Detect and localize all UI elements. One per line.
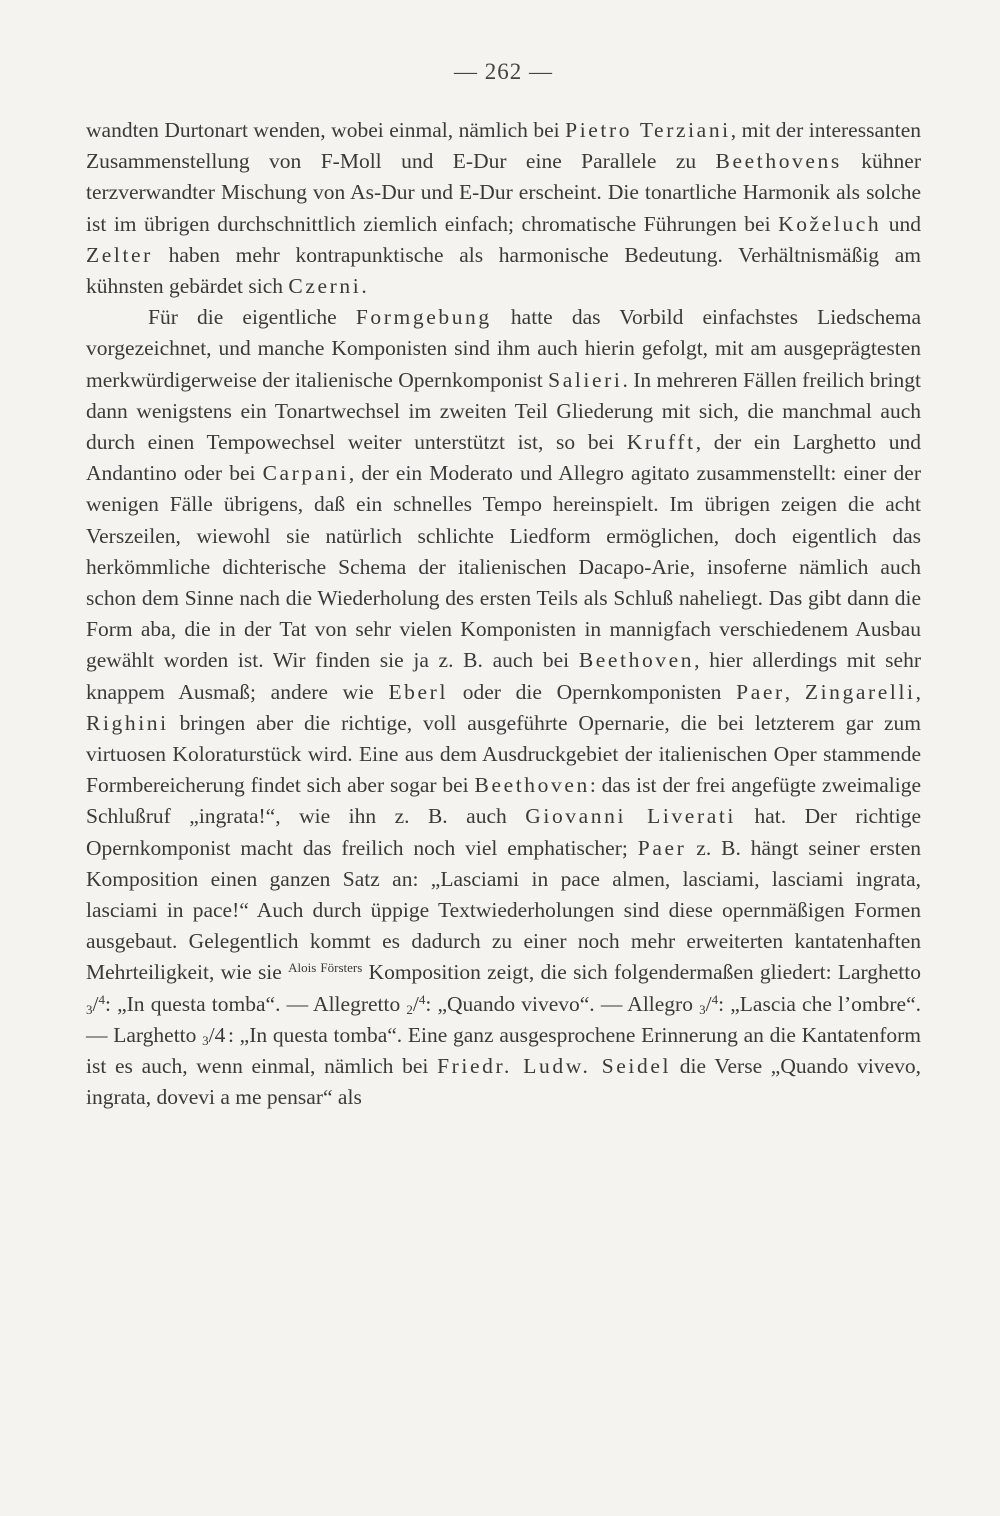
text-run: : „In questa tomba“. Eine ganz ausgesprochene Erinnerung an die Kantatenform ist es auch, wenn einmal, nämlich bei — [86, 1022, 921, 1079]
text-run: , mit der interessanten Zusammenstellung von F-Moll und E-Dur eine Parallele zu — [86, 118, 921, 174]
text-run: . In mehreren Fällen freilich bringt dann wenigstens ein Tonartwechsel im zweiten Teil Gliederung mit sich, die manchmal auch durch einen Tempowechsel weiter unterstützt ist, so bei — [86, 367, 921, 455]
spaced-name: Zingarelli — [804, 679, 916, 704]
spaced-name: Salieri — [548, 367, 623, 392]
spaced-name: Koželuch — [778, 211, 882, 236]
spaced-name: Beethoven — [578, 648, 695, 673]
fraction-slash: : „In questa tomba“. — Allegretto — [104, 991, 407, 1016]
body-text — [86, 115, 921, 1114]
fraction-numerator: Alois Försters — [288, 960, 363, 976]
text-run: / — [705, 991, 712, 1016]
spaced-name: Beethovens — [715, 149, 842, 174]
spaced-name: Paer — [736, 679, 785, 704]
spaced-name: Beethoven — [474, 773, 590, 798]
fraction-denominator: 3 — [202, 1032, 209, 1048]
spaced-name: 4 — [214, 1022, 228, 1047]
spaced-name: Carpani — [262, 461, 349, 486]
spaced-name: Paer — [637, 835, 687, 860]
spaced-term: Formgebung — [355, 305, 492, 330]
fraction-slash: : „Lascia che l’ombre“. — Larghetto — [86, 991, 921, 1047]
text-run: , der ein Larghetto und Andantino oder bei — [86, 430, 921, 486]
text-run: . — [361, 274, 367, 299]
text-run: haben mehr kontrapunktische als harmonische Bedeutung. Verhältnismäßig am kühnsten gebärdet sich — [86, 242, 921, 299]
paragraph-1 — [86, 115, 921, 302]
fraction-numerator: 4 — [98, 991, 105, 1007]
text-run: / — [92, 991, 99, 1016]
spaced-name: Eberl — [388, 679, 449, 704]
text-run: : das ist der frei angefügte zweimalige Schlußruf „ingrata!“, wie ihn z. B. auch — [86, 773, 922, 829]
text-run: die Verse „Quando vivevo, ingrata, dovevi a me pensar“ als — [86, 1054, 922, 1110]
page-number: — 262 — — [454, 59, 553, 84]
text-run: , — [784, 679, 805, 704]
spaced-name: Pietro Terziani — [565, 118, 731, 142]
text-run: hatte das Vorbild einfachstes Liedschema vorgezeichnet, und manche Komponisten sind ihm auch hierin gefolgt, mit am ausgeprägtesten merkwürdigerweise der italienische Opernkomponist — [86, 305, 922, 392]
spaced-term: Friedr. Ludw. Seidel — [437, 1054, 672, 1079]
text-run: hat. Der richtige Opernkomponist macht das freilich noch viel emphatischer; — [86, 804, 922, 860]
text-run: oder die Opernkomponisten — [448, 679, 737, 704]
text-run: und — [881, 211, 922, 236]
spaced-name: Giovanni Liverati — [525, 804, 737, 829]
fraction-numerator: 4 — [711, 991, 719, 1007]
spaced-name: Zelter — [86, 242, 153, 267]
text-run: , hier allerdings mit sehr knappem Ausmaß; andere wie — [86, 648, 921, 704]
fraction-denominator: 3 — [699, 1001, 706, 1017]
text-run: bringen aber die richtige, voll ausgeführte Opernarie, die bei letzterem gar zum virtuosen Koloraturstück wird. Eine aus dem Ausdruckgebiet der italienischen Oper stammende Formbereicherung findet sich aber sogar bei — [86, 710, 921, 798]
fraction-slash: Komposition zeigt, die sich folgendermaßen gliedert: Larghetto — [362, 960, 922, 985]
text-run: / — [208, 1022, 215, 1047]
spaced-name: Righini — [86, 710, 169, 735]
fraction-numerator: 4 — [418, 991, 426, 1007]
text-run: wandten Durtonart wenden, wobei einmal, nämlich bei — [86, 118, 566, 142]
text-run: , der ein Moderato und Allegro agitato zusammenstellt: einer der wenigen Fälle übrigens, daß ein schnelles Tempo hereinspielt. Im übrigen zeigen die acht Verszeilen, wiewohl sie natürlich schlichte Liedform ermöglichen, doch eigentlich das herkömmliche dichterische Schema der italienischen Dacapo-Arie, insoferne nämlich auch schon dem Sinne nach die Wiederholung des ersten Teils als Schluß naheliegt. Das gibt dann die Form aba, die in der Tat von sehr vielen Komponisten in mannigfach verschiedenem Ausbau gewählt worden ist. Wir finden sie ja z. B. auch bei — [86, 461, 921, 673]
text-run: / — [412, 991, 419, 1016]
fraction-denominator: 3 — [86, 1001, 93, 1017]
fraction-denominator: 2 — [406, 1001, 413, 1017]
paragraph-2 — [86, 302, 921, 1113]
text-run: Für die eigentliche — [148, 305, 356, 330]
spaced-name: Krufft — [626, 430, 696, 455]
text-run: z. B. hängt seiner ersten Komposition einen ganzen Satz an: „Lasciami in pace almen, lasciami, lasciami ingrata, lasciami in pace!“ Auch durch üppige Textwiederholungen sind diese opernmäßigen Formen ausgebaut. Gelegentlich kommt es dadurch zu einer noch mehr erweiterten kantatenhaften Mehrteiligkeit, wie sie — [86, 835, 922, 985]
text-run: kühner terzverwandter Mischung von As-Dur und E-Dur erscheint. Die tonartliche Harmonik als solche ist im übrigen durchschnittlich ziemlich einfach; chromatische Führungen bei — [86, 149, 921, 236]
text-run: , — [915, 679, 922, 704]
spaced-name: Czerni — [288, 274, 362, 299]
fraction-slash: : „Quando vivevo“. — Allegro — [425, 991, 700, 1016]
